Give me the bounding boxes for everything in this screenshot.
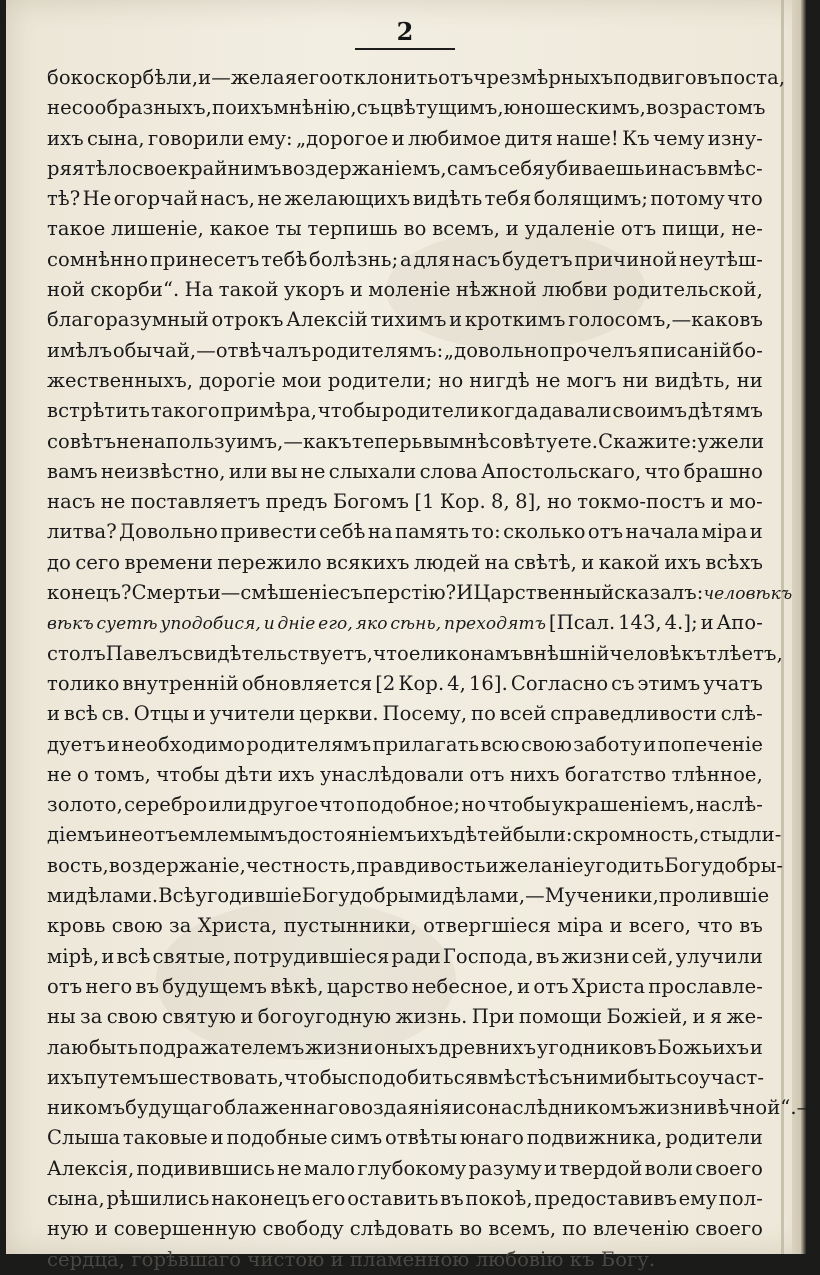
page-number-container [360, 18, 450, 46]
text-line: кровь свою за Христа, пустынники, отвергшіеся міра и всего, что въ [47, 914, 763, 938]
text-line: благоразумный отрокъ Алексій тихимъ и кроткимъ голосомъ,—каковъ [47, 308, 763, 332]
text-line: отъ него въ будущемъ вѣкѣ, царство небесное, и отъ Христа прославле- [47, 974, 763, 998]
text-line: діемъ и неотъемлемымъ достояніемъ ихъ дѣтей были: скромность, стыдли- [47, 823, 782, 847]
text-line: такое лишеніе, какое ты терпишь во всемъ, и удаленіе отъ пищи, не- [47, 217, 763, 241]
text-line: вамъ неизвѣстно, или вы не слыхали слова Апостольскаго, что брашно [47, 459, 763, 483]
text-line: литва? Довольно привести себѣ на память то: сколько отъ начала міра и [47, 520, 763, 544]
text-line: ной скорби“. На такой укоръ и моленіе нѣжной любви родительской, [47, 278, 763, 302]
text-line: конецъ? Смерть и—смѣшеніе съ перстію? И Царственный сказалъ: человѣкъ [47, 581, 793, 605]
text-line: ми дѣлами. Всѣ угодившіе Богу добрыми дѣлами,—Мученики, пролившіе [47, 884, 770, 908]
text-line: мірѣ, и всѣ святые, потрудившіеся ради Господа, въ жизни сей, улучили [47, 944, 763, 968]
text-line: совѣтъ не на пользу имъ,—какъ теперь вы мнѣ совѣтуете. Скажите: ужели [47, 429, 765, 453]
text-line: ряя тѣло свое крайнимъ воздержаніемъ, самъ себя убиваешь и насъ вмѣс- [47, 156, 763, 180]
text-line: сердца, горѣвшаго чистою и пламенною любовію къ Богу. [47, 1247, 656, 1271]
text-line: лаю быть подражателемъ жизни оныхъ древнихъ угодниковъ Божьихъ и [47, 1035, 763, 1059]
text-line: толико внутренній обновляется [2 Кор. 4, 16]. Согласно съ этимъ учатъ [47, 671, 763, 695]
text-line: ны за свою святую и богоугодную жизнь. При помощи Божіей, и я же- [47, 1005, 763, 1029]
text-line: столъ Павелъ свидѣтельствуетъ, что елико намъ внѣшній человѣкъ тлѣетъ, [47, 641, 783, 665]
text-line: насъ не поставляетъ предъ Богомъ [1 Кор. 8, 8], но токмо-постъ и мо- [47, 490, 763, 514]
text-line: вость, воздержаніе, честность, правдивость и желаніе угодить Богу добры- [47, 853, 784, 877]
page-number: 2 [396, 17, 414, 46]
text-line: золото, серебро или другое что подобное; но чтобы украшеніемъ, наслѣ- [47, 793, 763, 817]
text-line: сомнѣнно принесетъ тебѣ болѣзнь; а для насъ будетъ причиной неутѣш- [47, 247, 763, 271]
text-line: ную и совершенную свободу слѣдовать во всемъ, по влеченію своего [47, 1217, 763, 1241]
text-line: не сообразныхъ, по ихъ мнѣнію, съ цвѣтущимъ, юношескимъ, возрастомъ [47, 96, 766, 120]
text-line: и всѣ св. Отцы и учители церкви. Посему, по всей справедливости слѣ- [47, 702, 763, 726]
text-line: имѣлъ обычай,—отвѣчалъ родителямъ: „довольно прочелъ я писаній бо- [47, 338, 763, 362]
body-text [47, 63, 817, 1275]
page-number-rule [355, 48, 455, 50]
text-line: встрѣтить такого примѣра, чтобы родители когда давали своимъ дѣтямъ [47, 399, 763, 423]
text-line: вѣкъ суетѣ уподобися, и дніе его, яко сѣнь, преходятъ [Псал. 143, 4.]; и Апо- [47, 611, 763, 635]
text-line: ихъ сына, говорили ему: „дорогое и любимое дитя наше! Къ чему изну- [47, 126, 763, 150]
text-line: Слыша таковые и подобные симъ отвѣты юнаго подвижника, родители [47, 1126, 763, 1150]
text-line: никомъ будущаго блаженнаго воздаянія и сонаслѣдникомъ жизни вѣчной“.— [47, 1096, 817, 1120]
page-edge-shadow [781, 0, 784, 1254]
text-line: до сего времени пережило всякихъ людей на свѣтѣ, и какой ихъ всѣхъ [47, 550, 763, 574]
text-line: тѣ? Не огорчай насъ, не желающихъ видѣть тебя болящимъ; потому что [47, 187, 763, 211]
text-line: дуетъ и необходимо родителямъ прилагать всю свою заботу и попеченіе [47, 732, 763, 756]
text-line: сына, рѣшились наконецъ его оставить въ покоѣ, предоставивъ ему пол- [47, 1186, 763, 1210]
text-line: не о томъ, чтобы дѣти ихъ унаслѣдовали отъ нихъ богатство тлѣнное, [47, 762, 763, 786]
text-line: Алексія, подивившись не мало глубокому разуму и твердой воли своего [47, 1156, 763, 1180]
text-line: жественныхъ, дорогіе мои родители; но нигдѣ не могъ ни видѣть, ни [47, 368, 763, 392]
text-line: боко скорбѣли, и—желая его отклонить отъ чрезмѣрныхъ подвиговъ поста, [47, 66, 786, 89]
text-line: ихъ путемъ шествовать, чтобы сподобиться вмѣстѣ съ ними быть соучаст- [47, 1065, 765, 1089]
page-right-edge [792, 0, 806, 1254]
